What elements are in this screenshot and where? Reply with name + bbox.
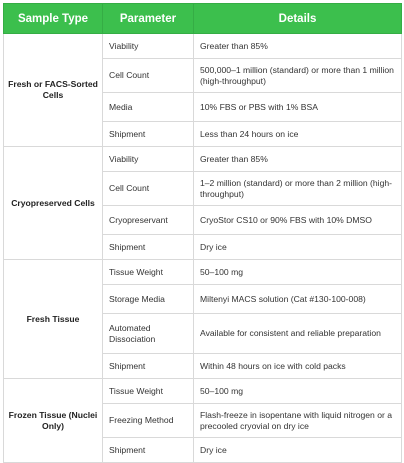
details-cell: 1–2 million (standard) or more than 2 million (high-throughput) (194, 172, 402, 206)
sample-requirements-table-container (3, 3, 401, 463)
parameter-cell: Storage Media (103, 285, 194, 314)
table-row (4, 147, 402, 172)
details-cell: Available for consistent and reliable preparation (194, 314, 402, 354)
details-cell: Flash-freeze in isopentane with liquid nitrogen or a precooled cryovial on dry ice (194, 404, 402, 438)
parameter-cell: Shipment (103, 122, 194, 147)
header-parameter: Parameter (103, 4, 194, 34)
table-header-row (4, 4, 402, 34)
table-row (4, 34, 402, 59)
parameter-cell: Media (103, 93, 194, 122)
details-cell: Greater than 85% (194, 147, 402, 172)
parameter-cell: Cell Count (103, 59, 194, 93)
parameter-cell: Tissue Weight (103, 260, 194, 285)
details-cell: Greater than 85% (194, 34, 402, 59)
table-row (4, 260, 402, 285)
parameter-cell: Shipment (103, 354, 194, 379)
sample-type-cell: Cryopreserved Cells (4, 147, 103, 260)
sample-type-cell: Fresh Tissue (4, 260, 103, 379)
sample-type-cell: Frozen Tissue (Nuclei Only) (4, 379, 103, 463)
details-cell: 50–100 mg (194, 379, 402, 404)
details-cell: 500,000–1 million (standard) or more than 1 million (high-throughput) (194, 59, 402, 93)
details-cell: 50–100 mg (194, 260, 402, 285)
details-cell: Within 48 hours on ice with cold packs (194, 354, 402, 379)
parameter-cell: Freezing Method (103, 404, 194, 438)
parameter-cell: Tissue Weight (103, 379, 194, 404)
details-cell: 10% FBS or PBS with 1% BSA (194, 93, 402, 122)
details-cell: Dry ice (194, 438, 402, 463)
parameter-cell: Viability (103, 34, 194, 59)
table-row (4, 379, 402, 404)
sample-requirements-table (3, 3, 402, 463)
header-sample-type: Sample Type (4, 4, 103, 34)
parameter-cell: Viability (103, 147, 194, 172)
parameter-cell: Cryopreservant (103, 206, 194, 235)
sample-type-cell: Fresh or FACS-Sorted Cells (4, 34, 103, 147)
parameter-cell: Cell Count (103, 172, 194, 206)
details-cell: CryoStor CS10 or 90% FBS with 10% DMSO (194, 206, 402, 235)
header-details: Details (194, 4, 402, 34)
details-cell: Less than 24 hours on ice (194, 122, 402, 147)
details-cell: Dry ice (194, 235, 402, 260)
details-cell: Miltenyi MACS solution (Cat #130-100-008) (194, 285, 402, 314)
parameter-cell: Shipment (103, 438, 194, 463)
parameter-cell: Automated Dissociation (103, 314, 194, 354)
parameter-cell: Shipment (103, 235, 194, 260)
